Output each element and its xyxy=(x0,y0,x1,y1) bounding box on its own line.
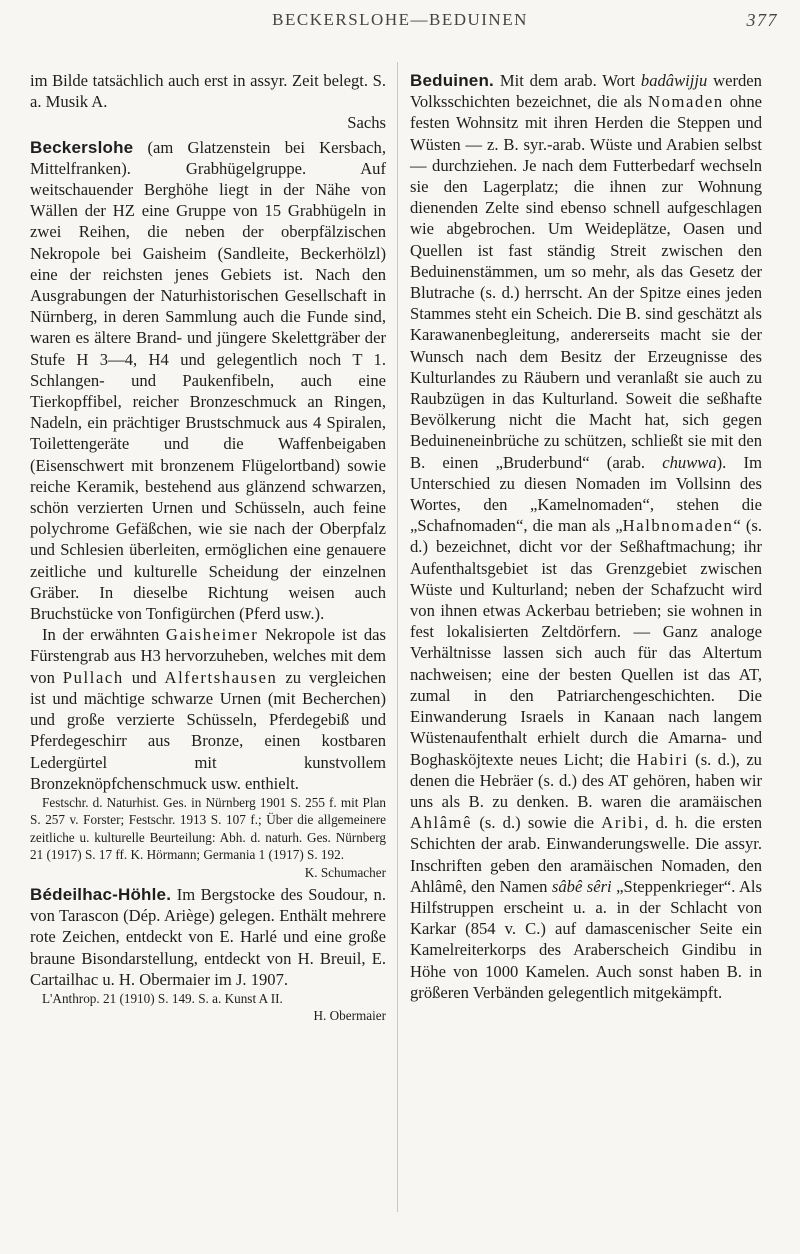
beckerslohe-literature: Festschr. d. Naturhist. Ges. in Nürnberg 1901 S. 255 f. mit Plan S. 257 v. Forster; Festschr. 1913 S. 107 f.; Über die allgemeinere zeitliche u. kulturelle Beurteilung: Abh. d. naturh. Ges. Nürnberg 21 (1917) S. 17 ff. K. Hörmann; Germania 1 (1917) S. 192. xyxy=(30,794,386,863)
beckerslohe-author: K. Schumacher xyxy=(304,864,386,880)
bedeilhac-author: H. Obermaier xyxy=(313,1008,386,1024)
intro-author: Sachs xyxy=(347,113,386,133)
intro-text: im Bilde tatsächlich auch erst in assyr. Zeit belegt. S. a. Musik A. xyxy=(30,71,386,112)
running-title: BECKERSLOHE—BEDUINEN xyxy=(272,10,528,29)
headword-beckerslohe: Beckerslohe xyxy=(30,137,134,157)
entry-beduinen: Beduinen. Mit dem arab. Wort badâwijju werden Volksschichten bezeichnet, die als Nomaden ohne festen Wohnsitz mit ihren Herden die Steppen und Wüsten — z. B. syr.-arab. Wüste und Arabien selbst — durchziehen. Je nach dem Futterbedarf wechseln sie den Lagerplatz; die ihnen zur Wohnung dienenden Zelte sind ebenso schnell aufgeschlagen wie abgebrochen. Um Weideplätze, Oasen und Quellen ist fast ständig Streit zwischen den Beduinenstämmen, um so mehr, als das Gesetz der Blutrache (s. d.) herrscht. An der Spitze eines jeden Stammes steht ein Scheich. Die B. sind geschätzt als Karawanenbegleitung, andererseits macht sie der Wunsch nach dem Besitz der Erzeugnisse des Kulturlandes zu Räubern und veranlaßt sie auch zu Raubzügen in das Kulturland. Soweit die seßhafte Bevölkerung nicht die Macht hat, sich gegen Beduineneinbrüche zu schützen, schließt sie mit den B. einen „Bruderbund“ (arab. chuwwa). Im Unterschied zu diesen Nomaden im Vollsinn des Wortes, den „Kamelnomaden“, stehen die „Schafnomaden“, die man als „Halbnomaden“ (s. d.) bezeichnet, dicht vor der Seßhaftmachung; ihr Aufenthaltsgebiet ist das Grenzgebiet zwischen Wüste und Kulturland; neben der Schafzucht wird von ihnen etwas Ackerbau betrieben; sie wohnen in fest lokalisierten Zeltdörfern. — Ganz analoge Verhältnisse lassen sich auch für das Altertum nachweisen; eine der besten Quellen ist das AT, zumal in den Patriarchengeschichten. Die Einwanderung Israels in Kanaan nach langem Wüstenaufenthalt erhielt durch die Amarna- und Boghasköjtexte neues Licht; die Habiri (s. d.), zu denen die Hebräer (s. d.) des AT gehören, haben wir uns als B. zu denken. B. waren die aramäischen Ahlâmê (s. d.) sowie die Aribi, d. h. die ersten Schichten der arab. Einwanderungswelle. Die assyr. Inschriften geben den aramäischen Nomaden, den Ahlâmê, den Namen sâbê sêri „Steppenkrieger“. Als Hilfstruppen erscheint u. a. in der Schlacht von Karkar (854 v. C.) auf damascenischer Seite ein Kamelreiterkorps des Araberscheich Gindibu in Höhe von 1000 Kamelen. Auch sonst haben B. in größeren Verbänden gelegentlich mitgekämpft. xyxy=(410,71,762,1002)
place-pullach: Pullach xyxy=(62,667,124,687)
bedeilhac-text: Im Bergstocke des Soudour, n. von Tarascon (Dép. Ariège) gelegen. Enthält mehrere rote Zeichen, entdeckt von E. Harlé und eine große braune Bisondarstellung, entdeckt von H. Breuil, E. Cartailhac u. H. Obermaier im J. 1907. xyxy=(30,884,386,989)
headword-beduinen: Beduinen. xyxy=(410,71,494,90)
left-column xyxy=(30,70,386,1025)
term-aribi: Aribi xyxy=(601,813,645,833)
term-habiri: Habiri xyxy=(636,749,689,769)
page-number: 377 xyxy=(746,10,778,30)
term-ahlame: Ahlâmê xyxy=(410,813,473,833)
right-column xyxy=(410,70,762,1003)
beckerslohe-paragraph-1: (am Glatzenstein bei Kersbach, Mittelfranken). Grabhügelgruppe. Auf weitschauender Berghöhe liegt in der Nähe von Wällen der HZ eine Gruppe von 15 Grabhügeln in zwei Reihen, die neben der oberpfälzischen Nekropole bei Gaisheim (Sandleite, Beckerhölzl) eine der reichsten jenes Gebiets ist. Nach den Ausgrabungen der Naturhistorischen Gesellschaft in Nürnberg, in deren Sammlung auch die Funde sind, waren es ältere Brand- und jüngere Skelettgräber der Stufe H 3—4, H4 und gelegentlich noch T 1. Schlangen- und Paukenfibeln, auch eine Tierkopffibel, reicher Bronzeschmuck an Ringen, Nadeln, ein prächtiger Brustschmuck aus 4 Spiralen, Toilettengeräte und die Waffenbeigaben (Eisenschwert mit bronzenem Flügelortband) sowie reiche Keramik, bestehend aus glänzend schwarzen, schön verzierten Urnen und Schüsseln, auch feine polychrome Gefäßchen, wie sie nach der Oberpfalz und Schlesien überleiten, ermöglichen eine genauere zeitliche und kulturelle Scheidung der einzelnen Gräber. In dieselbe Richtung weisen auch Bruchstücke von Tonfigürchen (Pferd usw.). xyxy=(30,137,386,624)
column-divider xyxy=(397,62,398,1212)
beckerslohe-paragraph-2: In der erwähnten Gaisheimer Nekropole ist das Fürstengrab aus H3 hervorzuheben, welches mit dem von Pullach und Alfertshausen zu vergleichen ist und mächtige schwarze Urnen (mit Becherchen) und große verzierte Schüsseln, Pferdegebiß und Pferdegeschirr aus Bronze, einen kostbaren Ledergürtel mit kunstvollem Bronzeknöpfchenschmuck usw. enthielt. xyxy=(30,625,387,793)
headword-bedeilhac: Bédeilhac-Höhle. xyxy=(30,884,172,904)
term-halbnomaden: Halbnomaden xyxy=(622,516,734,536)
running-header xyxy=(0,10,800,34)
term-sabe-seri: sâbê sêri xyxy=(551,876,612,896)
bedeilhac-literature: L'Anthrop. 21 (1910) S. 149. S. a. Kunst A II. xyxy=(42,990,283,1006)
entry-beckerslohe xyxy=(30,137,386,625)
place-gaisheimer: Gaisheimer xyxy=(165,625,259,645)
term-chuwwa: chuwwa xyxy=(662,452,717,472)
entry-bedeilhac xyxy=(30,884,386,990)
term-badawijju: badâwijju xyxy=(640,71,708,90)
term-nomaden: Nomaden xyxy=(648,92,724,112)
place-alfertshausen: Alfertshausen xyxy=(164,667,278,687)
